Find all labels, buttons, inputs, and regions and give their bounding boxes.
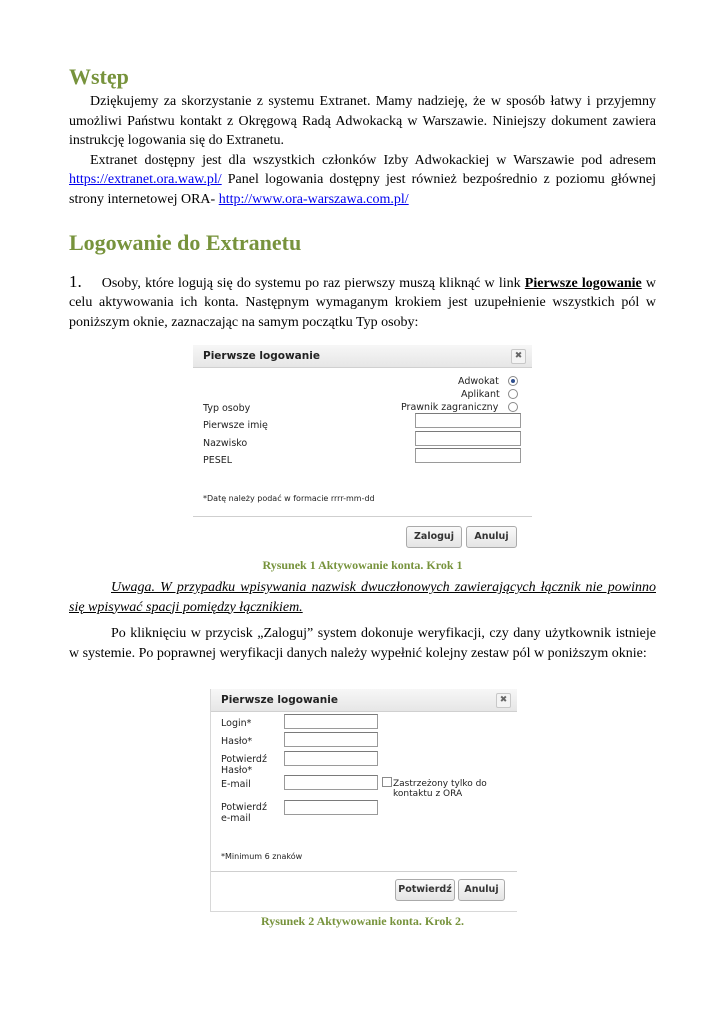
intro-p2-mid: Panel logowania dostępny jest również bezpośrednio z poziomu głównej strony internetowej ORA-	[69, 172, 656, 207]
dialog2-separator	[211, 871, 517, 872]
step-1-end: w celu aktywowania ich konta. Następnym wymaganym krokiem jest uzupełnienie wszystkich pól w poniższym oknie, zaznaczając na samym początku Typ osoby:	[69, 275, 656, 330]
label-confirm-password: Potwierdź Hasło*	[221, 754, 267, 776]
extranet-link[interactable]: https://extranet.ora.waw.pl/	[69, 172, 222, 188]
first-login-link[interactable]: Pierwsze logowanie	[524, 275, 642, 291]
login-input[interactable]	[284, 714, 378, 729]
dialog1-title: Pierwsze logowanie	[193, 345, 532, 368]
radio-adwokat[interactable]	[508, 376, 518, 386]
confirm-email-input[interactable]	[284, 800, 378, 815]
first-name-input[interactable]	[415, 413, 521, 428]
first-login-dialog-step1	[193, 345, 532, 550]
label-pesel: PESEL	[203, 455, 233, 466]
note-paragraph: Uwaga. W przypadku wpisywania nazwisk dwuczłonowych zawierających łącznik nie powinno się wpisywać spacji pomiędzy łącznikiem.	[69, 580, 656, 615]
contact-only-checkbox[interactable]	[382, 777, 392, 787]
first-login-dialog-step2	[210, 689, 517, 912]
radio-prawnik-zagraniczny[interactable]	[508, 402, 518, 412]
surname-input[interactable]	[415, 431, 521, 446]
pesel-input[interactable]	[415, 448, 521, 463]
radio-aplikant[interactable]	[508, 389, 518, 399]
label-email: E-mail	[221, 779, 251, 790]
option-label-adwokat: Adwokat	[458, 376, 499, 387]
date-format-hint: *Datę należy podać w formacie rrrr-mm-dd	[203, 494, 375, 503]
label-pierwsze-imie: Pierwsze imię	[203, 420, 268, 431]
label-login: Login*	[221, 718, 252, 729]
dialog2-title: Pierwsze logowanie	[211, 689, 517, 712]
document-page	[69, 62, 656, 332]
figure-1-caption: Rysunek 1 Aktywowanie konta. Krok 1	[262, 558, 463, 572]
intro-heading: Wstęp	[69, 64, 129, 89]
option-label-prawnik: Prawnik zagraniczny	[401, 402, 499, 413]
close-icon[interactable]: ✖	[496, 693, 511, 708]
figure-2-caption: Rysunek 2 Aktywowanie konta. Krok 2.	[260, 914, 465, 928]
password-input[interactable]	[284, 732, 378, 747]
option-label-aplikant: Aplikant	[461, 389, 500, 400]
step-number: 1.	[69, 271, 82, 291]
confirm-button[interactable]: Potwierdź	[395, 879, 455, 901]
min-chars-hint: *Minimum 6 znaków	[221, 852, 303, 861]
cancel-button[interactable]: Anuluj	[466, 526, 517, 548]
checkbox-label: Zastrzeżony tylko do kontaktu z ORA	[393, 779, 487, 799]
after-login-paragraph: Po kliknięciu w przycisk „Zaloguj” system dokonuje weryfikacji, czy dany użytkownik istnieje w systemie. Po poprawnej weryfikacji danych należy wypełnić kolejny zestaw pól w poniższym oknie:	[69, 626, 656, 661]
label-password: Hasło*	[221, 736, 253, 747]
intro-paragraph-2	[69, 151, 656, 210]
login-heading: Logowanie do Extranetu	[69, 229, 302, 255]
login-button[interactable]: Zaloguj	[406, 526, 462, 548]
intro-p2-start: Extranet dostępny jest dla wszystkich członków Izby Adwokackiej w Warszawie pod adresem	[90, 152, 656, 168]
label-typ-osoby: Typ osoby	[203, 403, 251, 414]
step-1-start: Osoby, które logują się do systemu po raz pierwszy muszą kliknąć w link	[101, 275, 525, 291]
email-input[interactable]	[284, 775, 378, 790]
label-confirm-email: Potwierdź e-mail	[221, 802, 267, 824]
confirm-password-input[interactable]	[284, 751, 378, 766]
ora-website-link[interactable]: http://www.ora-warszawa.com.pl/	[218, 191, 409, 207]
intro-paragraph-1: Dziękujemy za skorzystanie z systemu Extranet. Mamy nadzieję, że w sposób łatwy i przyjemny umożliwi Państwu kontakt z Okręgową Radą Adwokacką w Warszawie. Niniejszy dokument zawiera instrukcję logowania się do Extranetu.	[69, 94, 656, 149]
close-icon[interactable]: ✖	[511, 349, 526, 364]
step-1-paragraph	[69, 272, 656, 333]
label-nazwisko: Nazwisko	[203, 438, 248, 449]
dialog1-separator	[193, 516, 532, 517]
cancel-button[interactable]: Anuluj	[458, 879, 505, 901]
